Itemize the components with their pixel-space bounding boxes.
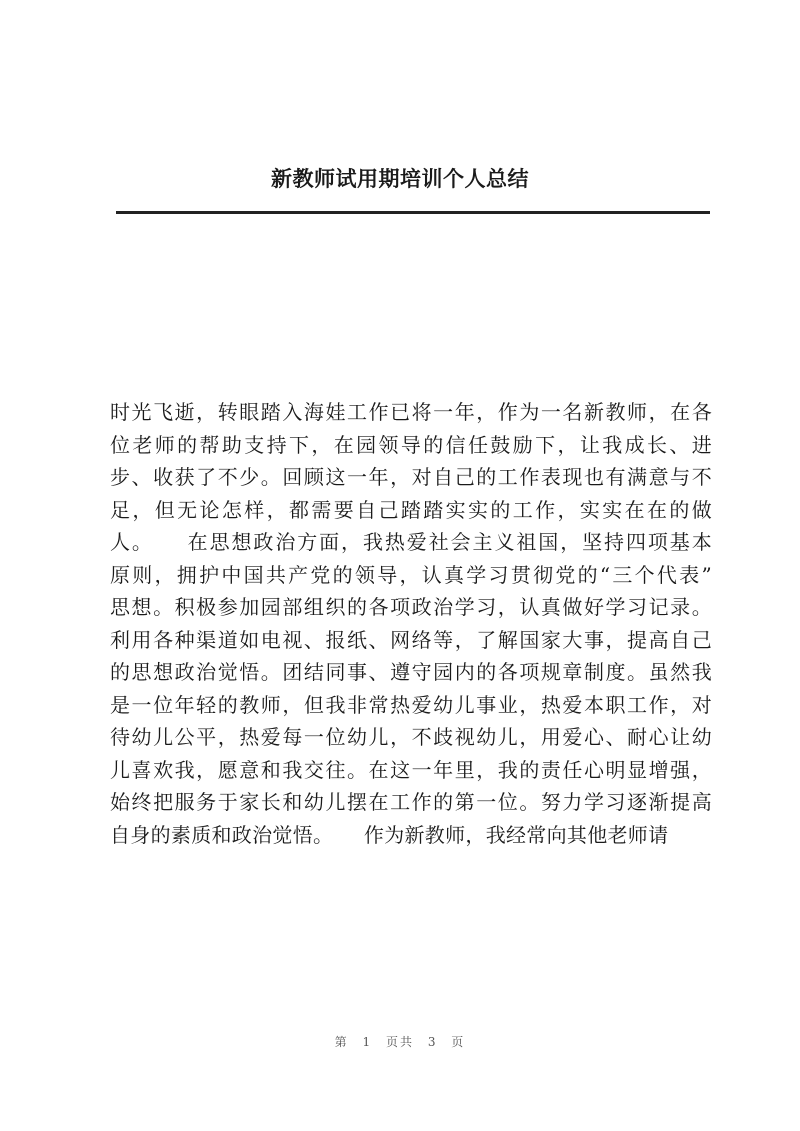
footer-middle: 页共 xyxy=(385,1035,414,1049)
body-line: 思想。积极参加园部组织的各项政治学习，认真做好学习记录。 xyxy=(110,595,712,619)
body-line: 自身的素质和政治觉悟。 作为新教师，我经常向其他老师请 xyxy=(110,822,669,847)
body-line: 足，但无论怎样，都需要自己踏踏实实的工作，实实在在的做 xyxy=(110,497,712,522)
body-line: 原则，拥护中国共产党的领导，认真学习贯彻党的“三个代表” xyxy=(110,562,712,587)
body-line: 的思想政治觉悟。团结同事、遵守园内的各项规章制度。虽然我 xyxy=(110,660,712,684)
document-title: 新教师试用期培训个人总结 xyxy=(271,166,529,191)
body-line: 利用各种渠道如电视、报纸、网络等，了解国家大事，提高自己 xyxy=(110,627,712,652)
body-line: 待幼儿公平，热爱每一位幼儿，不歧视幼儿，用爱心、耐心让幼 xyxy=(110,725,712,749)
body-line: 步、收获了不少。回顾这一年，对自己的工作表现也有满意与不 xyxy=(110,465,712,489)
title-divider xyxy=(116,211,710,214)
body-line: 时光飞逝，转眼踏入海娃工作已将一年，作为一名新教师，在各 xyxy=(110,400,712,424)
body-line: 是一位年轻的教师，但我非常热爱幼儿事业，热爱本职工作，对 xyxy=(110,692,712,717)
body-line: 儿喜欢我，愿意和我交往。在这一年里，我的责任心明显增强， xyxy=(110,757,712,782)
footer-suffix: 页 xyxy=(451,1035,466,1049)
body-line: 位老师的帮助支持下，在园领导的信任鼓励下，让我成长、进 xyxy=(110,432,712,457)
body-line: 始终把服务于家长和幼儿摆在工作的第一位。努力学习逐渐提高 xyxy=(110,790,712,814)
body-line: 人。 在思想政治方面，我热爱社会主义祖国，坚持四项基本 xyxy=(110,530,712,554)
footer-total-pages: 3 xyxy=(427,1035,438,1049)
footer-prefix: 第 xyxy=(334,1035,349,1049)
page-footer xyxy=(0,1033,800,1050)
document-body xyxy=(110,396,712,851)
footer-page-number: 1 xyxy=(362,1035,373,1049)
